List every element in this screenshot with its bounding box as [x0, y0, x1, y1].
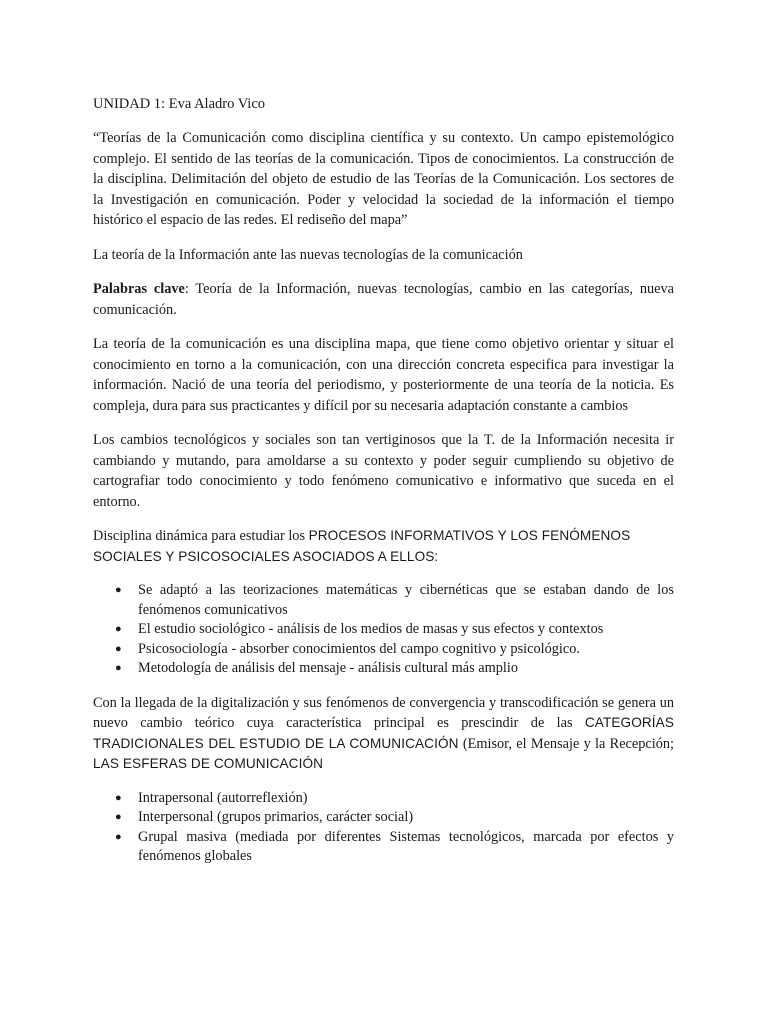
paragraph-dynamic-discipline	[93, 526, 674, 567]
list-item: ● Intrapersonal (autorreflexión)	[93, 789, 674, 809]
list-item: ● Grupal masiva (mediada por diferentes Sistemas tecnológicos, marcada por efectos y fenómenos globales	[115, 828, 674, 864]
bullet-icon: ●	[115, 623, 122, 635]
paragraph-technological-changes: Los cambios tecnológicos y sociales son tan vertiginosos que la T. de la Información necesita ir cambiando y mutando, para amoldarse a su contexto y poder seguir cumpliendo su objetivo de cartografiar todo conocimiento y todo fenómeno comunicativo e informativo que suceda en el entorno.	[93, 432, 674, 510]
bullet-icon: ●	[115, 830, 122, 843]
keywords-text: : Teoría de la Información, nuevas tecnologías, cambio en las categorías, nueva comunicación.	[93, 281, 674, 318]
bullet-icon: ●	[115, 791, 122, 804]
paragraph3-prefix: Disciplina dinámica para estudiar los	[93, 528, 309, 544]
bullet-icon: ●	[115, 662, 122, 674]
list-item: ● Se adaptó a las teorizaciones matemáticas y cibernéticas que se estaban dando de los fenómenos comunicativos	[115, 582, 674, 618]
keywords-paragraph	[93, 279, 674, 320]
bullet-icon: ●	[115, 811, 122, 823]
adaptations-list	[93, 581, 674, 679]
communication-spheres-list	[93, 789, 674, 867]
list-item: ● Interpersonal (grupos primarios, carácter social)	[93, 808, 674, 828]
intro-quote: “Teorías de la Comunicación como disciplina científica y su contexto. Un campo epistemológico complejo. El sentido de las teorías de la comunicación. Tipos de conocimientos. La construcción de la disciplina. Delimitación del objeto de estudio de las Teorías de la Comunicación. Los sectores de la Investigación en comunicación. Poder y velocidad la sociedad de la información el tiempo histórico el espacio de las redes. El rediseño del mapa”	[93, 130, 674, 228]
paragraph3-caps: PROCESOS INFORMATIVOS Y LOS FENÓMENOS SOCIALES Y PSICOSOCIALES ASOCIADOS A ELLOS:	[93, 528, 631, 564]
unit-title: UNIDAD 1: Eva Aladro Vico	[93, 96, 266, 112]
list-item: ● El estudio sociológico - análisis de los medios de masas y sus efectos y contextos	[93, 620, 674, 640]
bullet-icon: ●	[115, 584, 122, 596]
paragraph-discipline-map: La teoría de la comunicación es una disciplina mapa, que tiene como objetivo orientar y situar el conocimiento en torno a la comunicación, con una dirección concreta especifica para investigar la información. Nació de una teoría del periodismo, y posteriormente de una teoría de la noticia. Es compleja, dura para sus practicantes y difícil por su necesaria adaptación constante a cambios	[93, 336, 674, 414]
list-item: ● Metodología de análisis del mensaje - análisis cultural más amplio	[93, 659, 674, 679]
paragraph-digitalization: Con la llegada de la digitalización y sus fenómenos de convergencia y transcodificación se genera un nuevo cambio teórico cuya característica principal es prescindir de las CATEGORÍAS TRADICIONALES DEL ESTUDIO DE LA COMUNICACIÓN (Emisor, el Mensaje y la Recepción; LAS ESFERAS DE COMUNICACIÓN	[93, 694, 674, 771]
list-item: ● Psicosociología - absorber conocimientos del campo cognitivo y psicológico.	[93, 640, 674, 660]
bullet-icon: ●	[115, 642, 122, 655]
section-subtitle: La teoría de la Información ante las nuevas tecnologías de la comunicación	[93, 246, 523, 263]
keywords-label: Palabras clave	[93, 281, 185, 297]
